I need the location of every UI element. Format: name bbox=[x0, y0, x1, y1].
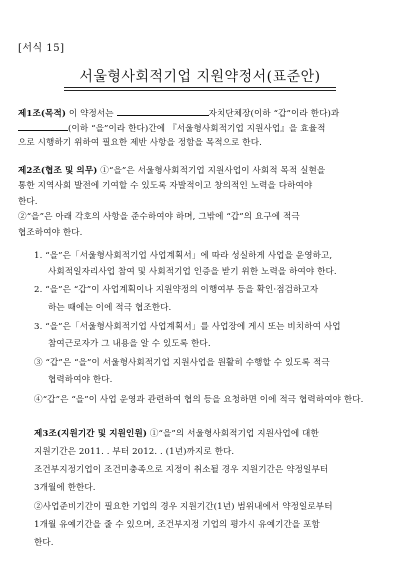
article-1-line-2 bbox=[18, 121, 388, 136]
article-3-line-7: 한다. bbox=[34, 538, 54, 548]
article-2-line-5: 협조하여야 한다. bbox=[18, 228, 83, 238]
article-2-line-3: 한다. bbox=[18, 197, 38, 207]
article-3-text-1: ①“을”의 서울형사회적기업 지원사업에 대한 bbox=[147, 429, 319, 439]
article-2-item-3b: 참여근로자가 그 내용을 알 수 있도록 한다. bbox=[48, 339, 211, 349]
article-2-heading: 제2조(협조 및 의무) bbox=[18, 166, 98, 176]
article-2-line-7: 협력하여야 한다. bbox=[48, 375, 113, 385]
document-title: 서울형사회적기업 지원약정서(표준안) bbox=[79, 69, 321, 85]
article-2-line-8: ④“갑”은 “을”이 사업 운영과 관련하여 협의 등을 요청하면 이에 적극 협력하여야 한다. bbox=[34, 395, 364, 405]
article-2-line-6: ③ “갑”은 “을”이 서울형사회적기업 지원사업을 원활히 수행할 수 있도록 적극 bbox=[34, 358, 330, 368]
article-3-line-1 bbox=[34, 427, 400, 441]
blank-field-org bbox=[18, 121, 68, 131]
article-1-text-1b: 자치단체장(이하 “갑”이라 한다)과 bbox=[208, 109, 340, 119]
article-2-item-3a: 3. “을”은「서울형사회적기업 사업계획서」를 사업장에 게시 또는 비치하여 사업 bbox=[34, 322, 341, 332]
article-2-item-2a: 2. “을”은 “갑”이 사업계획이나 지원약정의 이행여부 등을 확인·점검하고자 bbox=[34, 285, 319, 295]
article-1-heading: 제1조(목적) bbox=[18, 109, 67, 119]
article-3-line-4: 3개월에 한한다. bbox=[34, 483, 96, 493]
article-2-item-2b: 하는 때에는 이에 적극 협조한다. bbox=[48, 303, 172, 313]
article-2-line-4: ②“을”은 아래 각호의 사항을 준수하여야 하며, 그밖에 “갑”의 요구에 적극 bbox=[18, 212, 300, 222]
article-1-line-1 bbox=[18, 106, 388, 121]
article-2-line-1 bbox=[18, 164, 388, 178]
blank-field-party bbox=[117, 106, 209, 116]
title-underline-2 bbox=[64, 90, 336, 91]
article-3-line-2: 지원기간은 2011. . 부터 2012. . (1년)까지로 한다. bbox=[34, 447, 235, 457]
form-number: [서식 15] bbox=[18, 43, 65, 54]
article-2-item-1b: 사회적일자리사업 참여 및 사회적기업 인증을 받기 위한 노력을 하여야 한다. bbox=[48, 267, 337, 277]
article-1-text-2: (이하 “을”이라 한다)간에 『서울형사회적기업 지원사업』을 효율적 bbox=[68, 124, 326, 134]
article-1-line-3: 으로 시행하기 위하여 필요한 제반 사항을 정함을 목적으로 한다. bbox=[18, 138, 262, 148]
article-2-item-1a: 1. “을”은「서울형사회적기업 사업계획서」에 따라 성실하게 사업을 운영하고, bbox=[34, 251, 333, 261]
article-2-text-1: ①“을”은 서울형사회적기업 지원사업이 사회적 목적 실현을 bbox=[97, 166, 326, 176]
article-3-line-5: ②사업준비기간이 필요한 기업의 경우 지원기간(1년) 범위내에서 약정일로부터 bbox=[34, 502, 333, 512]
title-underline bbox=[64, 87, 336, 88]
article-3-line-3: 조건부지정기업이 조건미충족으로 지정이 취소될 경우 지원기간은 약정일부터 bbox=[34, 465, 329, 475]
article-3-line-6: 1개월 유예기간을 줄 수 있으며, 조건부지정 기업의 평가시 유예기간을 포함 bbox=[34, 520, 320, 530]
article-2-line-2: 통한 지역사회 발전에 기여할 수 있도록 자발적이고 창의적인 노력을 다하여야 bbox=[18, 181, 313, 191]
article-3-heading: 제3조(지원기간 및 지원인원) bbox=[34, 429, 148, 439]
article-1-text-1a: 이 약정서는 bbox=[66, 109, 117, 119]
